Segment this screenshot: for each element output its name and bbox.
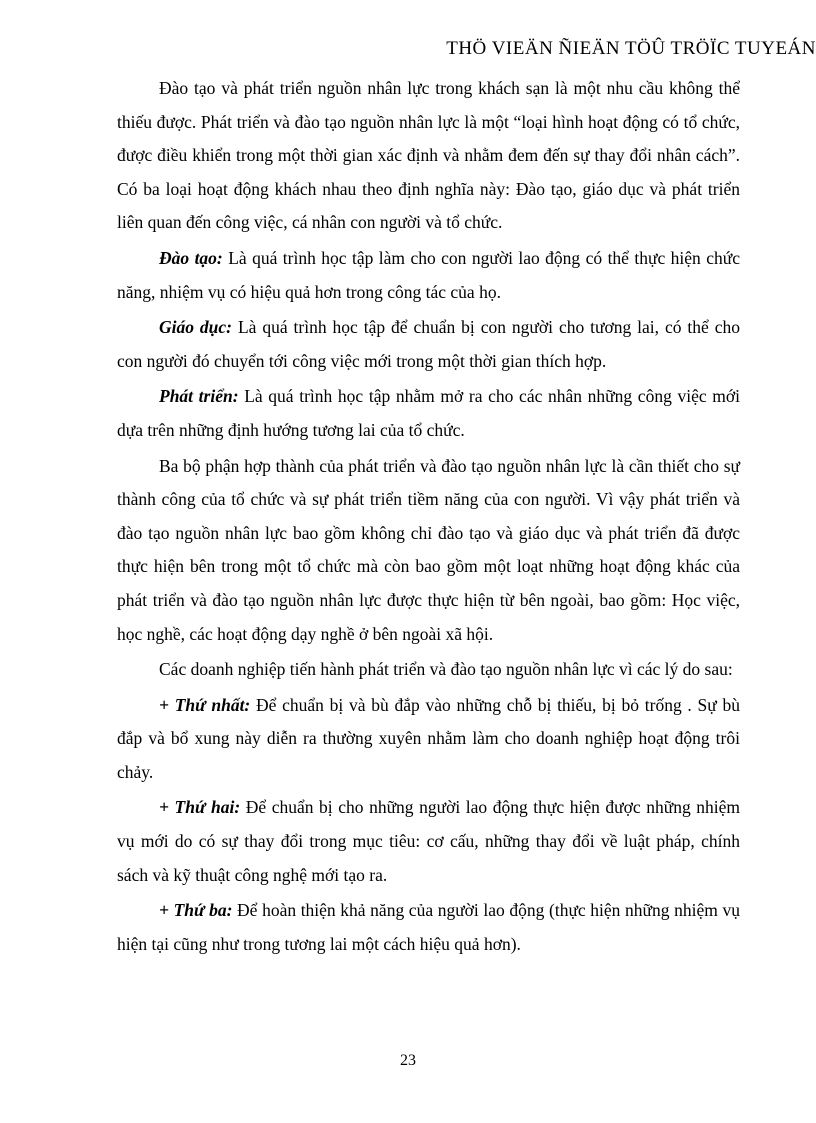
paragraph-components — [117, 450, 740, 652]
paragraph-text: Đào tạo và phát triển nguồn nhân lực trong khách sạn là một nhu cầu không thể thiếu được. Phát triển và đào tạo nguồn nhân lực là một “loại hình hoạt động có tổ chức, được điều khiển trong một thời gian xác định và nhằm đem đến sự thay đổi nhân cách”. Có ba loại hoạt động khách nhau theo định nghĩa này: Đào tạo, giáo dục và phát triển liên quan đến công việc, cá nhân con người và tổ chức. — [117, 78, 740, 233]
paragraph-text: Là quá trình học tập làm cho con người lao động có thể thực hiện chức năng, nhiệm vụ có hiệu quả hơn trong công tác của họ. — [117, 247, 741, 302]
page-number: 23 — [400, 1052, 416, 1069]
term-label: + Thứ ba: — [159, 900, 233, 921]
paragraph-reason-2 — [117, 791, 740, 892]
paragraph-text: Các doanh nghiệp tiến hành phát triển và đào tạo nguồn nhân lực vì các lý do sau: — [159, 659, 733, 680]
paragraph-reasons — [117, 653, 740, 687]
term-label: + Thứ nhất: — [159, 694, 251, 715]
paragraph-phat-trien — [117, 380, 740, 447]
term-label: + Thứ hai: — [159, 797, 241, 818]
paragraph-text: Là quá trình học tập để chuẩn bị con người cho tương lai, có thể cho con người đó chuyển tới công việc mới trong một thời gian thích hợp. — [117, 317, 741, 371]
document-body — [117, 72, 740, 961]
paragraph-text: Là quá trình học tập nhằm mở ra cho các nhân những công việc mới dựa trên những định hướng tương lai của tổ chức. — [117, 386, 740, 440]
paragraph-text: Để chuẩn bị cho những người lao động thực hiện được những nhiệm vụ mới do có sự thay đổi trong mục tiêu: cơ cấu, những thay đổi về luật pháp, chính sách và kỹ thuật công nghệ mới tạo ra. — [117, 797, 740, 885]
paragraph-text: Ba bộ phận hợp thành của phát triển và đào tạo nguồn nhân lực là cần thiết cho sự thành công của tổ chức và sự phát triển tiềm năng của con người. Vì vậy phát triển và đào tạo nguồn nhân lực bao gồm không chỉ đào tạo và giáo dục và phát triển đã được thực hiện bên trong một tổ chức mà còn bao gồm một loạt những hoạt động khác của phát triển và đào tạo nguồn nhân lực được thực hiện từ bên ngoài, bao gồm: Học việc, học nghề, các hoạt động dạy nghề ở bên ngoài xã hội. — [117, 455, 740, 644]
paragraph-giao-duc — [117, 311, 740, 378]
term-label: Giáo dục: — [159, 317, 233, 338]
paragraph-reason-1 — [117, 689, 740, 790]
paragraph-text: Để hoàn thiện khả năng của người lao động (thực hiện những nhiệm vụ hiện tại cũng như trong tương lai một cách hiệu quả hơn). — [117, 900, 740, 954]
page-header: THÖ VIEÄN ÑIEÄN TÖÛ TRÖÏC TUYEÁN — [446, 38, 816, 59]
paragraph-dao-tao — [117, 242, 740, 309]
term-label: Đào tạo: — [159, 247, 223, 268]
paragraph-reason-3 — [117, 894, 740, 961]
paragraph-text: Để chuẩn bị và bù đắp vào những chỗ bị thiếu, bị bỏ trống . Sự bù đắp và bổ xung này diễn ra thường xuyên nhằm làm cho doanh nghiệp hoạt động trôi chảy. — [117, 694, 740, 782]
term-label: Phát triển: — [159, 386, 239, 407]
paragraph-intro — [117, 72, 740, 240]
